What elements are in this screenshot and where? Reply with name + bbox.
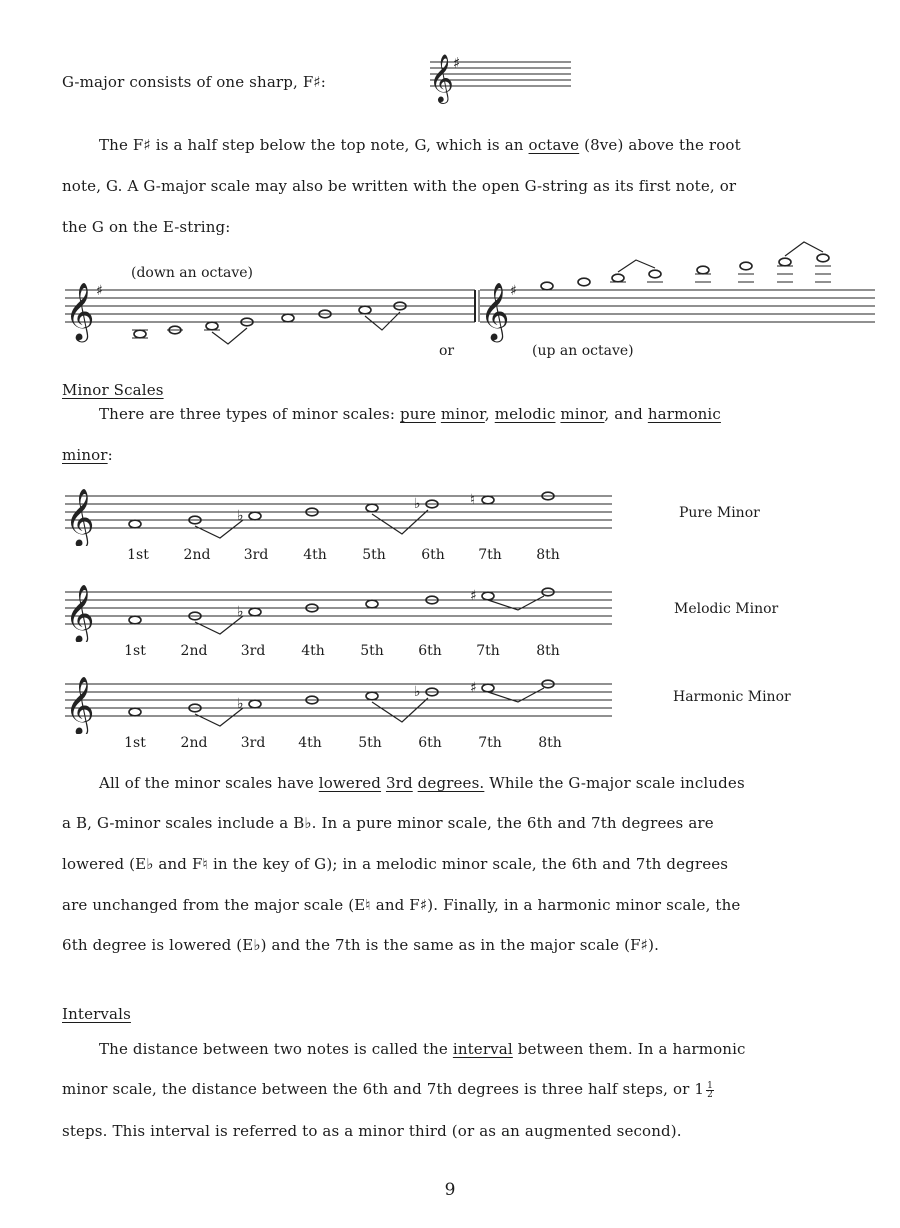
melodic-minor-staff	[60, 578, 620, 642]
or-label: or	[439, 343, 455, 359]
degree-label: 4th	[303, 547, 327, 563]
degree-label: 3rd	[243, 547, 269, 563]
treble-clef-icon: 𝄞	[480, 282, 510, 340]
paragraph-line: lowered (E♭ and F♮ in the key of G); in a melodic minor scale, the 6th and 7th degrees	[62, 855, 729, 873]
paragraph-line: minor:	[62, 446, 113, 464]
treble-clef-icon: 𝄞	[65, 282, 95, 340]
one-half-fraction: $\frac{1}{2}$	[707, 1080, 713, 1100]
treble-clef-icon: 𝄞	[65, 676, 95, 734]
natural-icon: ♮	[470, 492, 476, 508]
paragraph-line: are unchanged from the major scale (E♮ and F♯). Finally, in a harmonic minor scale, the	[62, 896, 741, 914]
flat-icon: ♭	[414, 496, 421, 512]
paragraph-line: steps. This interval is referred to as a minor third (or as an augmented second).	[62, 1122, 682, 1140]
up-octave-notes	[541, 242, 831, 290]
degree-label: 6th	[418, 643, 442, 659]
pure-minor-staff	[60, 482, 620, 546]
intervals-heading: Intervals	[62, 1005, 131, 1023]
intro-line: G-major consists of one sharp, F♯:	[62, 73, 327, 91]
page-number: 9	[444, 1180, 456, 1200]
scale-name: Melodic Minor	[674, 601, 779, 617]
degree-label: 8th	[536, 547, 560, 563]
paragraph-line: minor scale, the distance between the 6th and 7th degrees is three half steps, or 1 $\frac{1}{2}$	[62, 1080, 713, 1100]
degree-label: 8th	[536, 643, 560, 659]
up-octave-label: (up an octave)	[532, 343, 634, 359]
scale-name: Harmonic Minor	[673, 689, 791, 705]
degree-label: 2nd	[180, 735, 208, 751]
treble-clef-icon: 𝄞	[65, 488, 95, 546]
flat-icon: ♭	[237, 604, 244, 620]
flat-icon: ♭	[414, 684, 421, 700]
degree-label: 7th	[478, 735, 502, 751]
octave-example-staves	[60, 240, 880, 370]
sharp-icon: ♯	[453, 54, 461, 72]
treble-clef-icon: 𝄞	[65, 584, 95, 642]
degree-label: 3rd	[240, 735, 266, 751]
degree-label: 3rd	[240, 643, 266, 659]
g-major-key-signature-staff	[425, 48, 575, 112]
degree-label: 4th	[298, 735, 322, 751]
paragraph-line: note, G. A G-major scale may also be written with the open G-string as its first note, or	[62, 177, 737, 195]
degree-label: 1st	[124, 643, 146, 659]
sharp-icon: ♯	[470, 588, 477, 604]
degree-label: 8th	[538, 735, 562, 751]
degree-label: 2nd	[183, 547, 211, 563]
degree-label: 5th	[362, 547, 386, 563]
degree-label: 6th	[421, 547, 445, 563]
degree-label: 4th	[301, 643, 325, 659]
degree-label: 5th	[358, 735, 382, 751]
sharp-icon: ♯	[470, 680, 477, 696]
paragraph-line: 6th degree is lowered (E♭) and the 7th is the same as in the major scale (F♯).	[62, 936, 659, 954]
harmonic-minor-staff	[60, 670, 620, 734]
paragraph-line: the G on the E-string:	[62, 218, 231, 236]
flat-icon: ♭	[237, 696, 244, 712]
paragraph-line: a B, G-minor scales include a B♭. In a pure minor scale, the 6th and 7th degrees are	[62, 814, 714, 832]
degree-label: 5th	[360, 643, 384, 659]
degree-label: 6th	[418, 735, 442, 751]
paragraph-line: There are three types of minor scales: pure minor, melodic minor, and harmonic	[99, 405, 721, 423]
paragraph-line: All of the minor scales have lowered 3rd degrees. While the G-major scale includes	[99, 774, 745, 792]
paragraph-line: The F♯ is a half step below the top note, G, which is an octave (8ve) above the root	[99, 136, 741, 154]
degree-label: 1st	[127, 547, 149, 563]
degree-label: 7th	[478, 547, 502, 563]
degree-label: 2nd	[180, 643, 208, 659]
degree-label: 7th	[476, 643, 500, 659]
sharp-icon: ♯	[96, 283, 103, 299]
treble-clef-icon: 𝄞	[429, 53, 454, 102]
down-octave-label: (down an octave)	[131, 265, 254, 281]
down-octave-notes	[132, 302, 406, 344]
scale-name: Pure Minor	[679, 505, 760, 521]
minor-scales-heading: Minor Scales	[62, 381, 164, 399]
flat-icon: ♭	[237, 508, 244, 524]
degree-label: 1st	[124, 735, 146, 751]
paragraph-line: The distance between two notes is called the interval between them. In a harmonic	[99, 1040, 746, 1058]
sharp-icon: ♯	[510, 283, 517, 299]
